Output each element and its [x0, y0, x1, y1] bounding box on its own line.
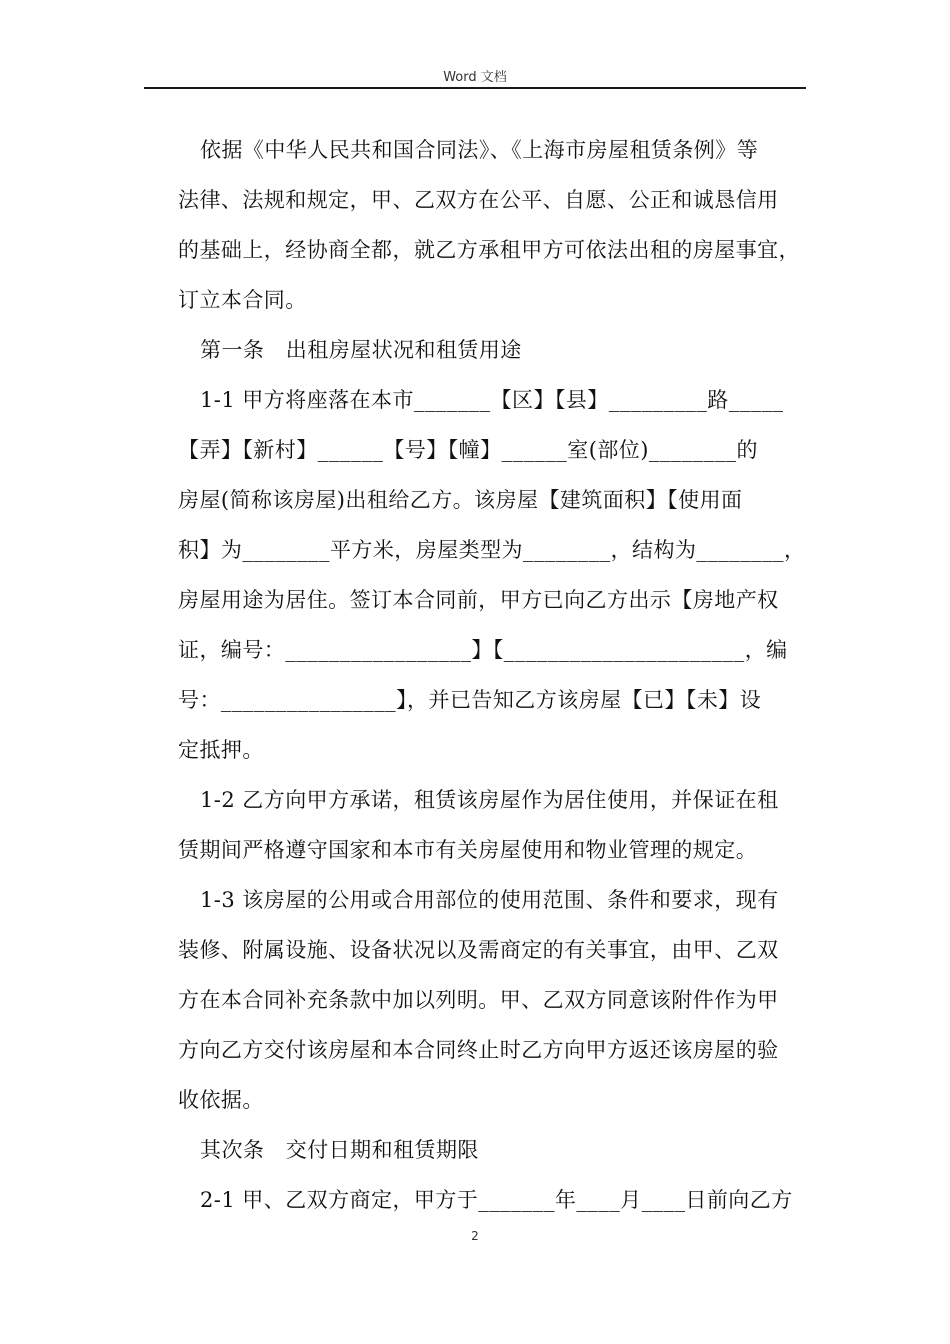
- paragraph-line: 号：________________】，并已告知乙方该房屋【已】【未】设: [178, 688, 762, 712]
- paragraph-line: 积】为________平方米，房屋类型为________，结构为________，: [178, 538, 806, 562]
- paragraph-line: 赁期间严格遵守国家和本市有关房屋使用和物业管理的规定。: [178, 838, 758, 862]
- paragraph-line: 方在本合同补充条款中加以列明。甲、乙双方同意该附件作为甲: [178, 988, 779, 1012]
- paragraph-line: 证，编号：_________________】【______________________，编: [178, 638, 788, 662]
- paragraph-line: 1-3 该房屋的公用或合用部位的使用范围、条件和要求，现有: [200, 888, 779, 912]
- document-body: [178, 125, 808, 1225]
- paragraph-line: 订立本合同。: [178, 288, 307, 312]
- page-header: Word 文档: [443, 70, 507, 85]
- paragraph-line: 收依据。: [178, 1088, 264, 1112]
- paragraph-line: 的基础上，经协商全都，就乙方承租甲方可依法出租的房屋事宜，: [178, 238, 801, 262]
- paragraph-line: 装修、附属设施、设备状况以及需商定的有关事宜，由甲、乙双: [178, 938, 779, 962]
- paragraph-line: 房屋(简称该房屋)出租给乙方。该房屋【建筑面积】【使用面: [178, 488, 743, 512]
- paragraph-line: 依据《中华人民共和国合同法》、《上海市房屋租赁条例》等: [200, 138, 759, 162]
- header-divider: [144, 87, 806, 89]
- section-heading: 其次条 交付日期和租赁期限: [200, 1138, 479, 1162]
- paragraph-line: 【弄】【新村】______【号】【幢】______室(部位)________的: [178, 438, 758, 462]
- paragraph-line: 定抵押。: [178, 738, 264, 762]
- paragraph-line: 1-2 乙方向甲方承诺，租赁该房屋作为居住使用，并保证在租: [200, 788, 779, 812]
- paragraph-line: 房屋用途为居住。签订本合同前，甲方已向乙方出示【房地产权: [178, 588, 779, 612]
- paragraph-line: 1-1 甲方将座落在本市_______【区】【县】_________路_____: [200, 388, 784, 412]
- section-heading: 第一条 出租房屋状况和租赁用途: [200, 338, 522, 362]
- paragraph-line: 方向乙方交付该房屋和本合同终止时乙方向甲方返还该房屋的验: [178, 1038, 779, 1062]
- paragraph-line: 法律、法规和规定，甲、乙双方在公平、自愿、公正和诚恳信用: [178, 188, 779, 212]
- paragraph-line: 2-1 甲、乙双方商定，甲方于_______年____月____日前向乙方: [200, 1188, 793, 1212]
- page-number: 2: [471, 1229, 479, 1243]
